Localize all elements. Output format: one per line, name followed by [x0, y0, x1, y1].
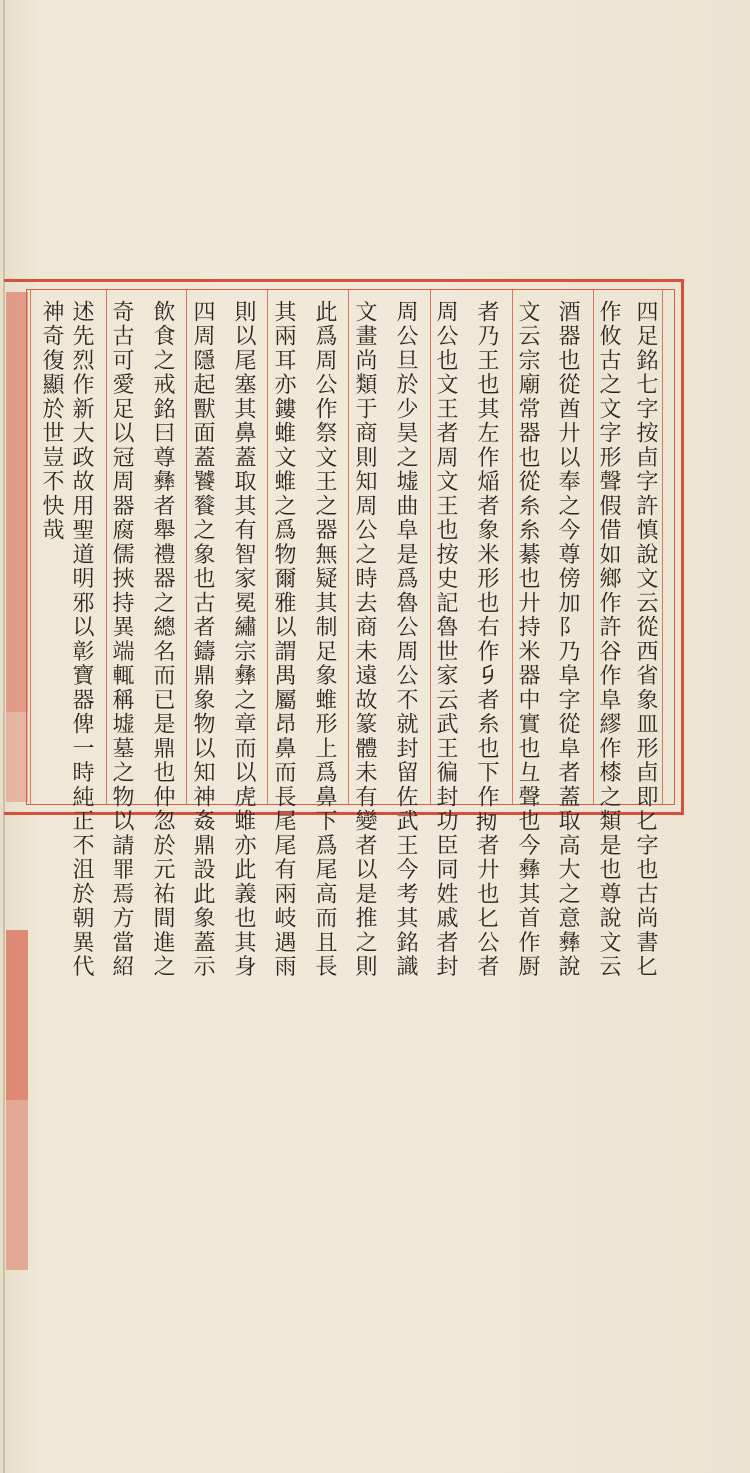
text-column: 文畫尚類于商則知周公之時去商未遠故篆體未有變者以是推之則 [352, 300, 377, 979]
red-ink-bleed [6, 930, 28, 1100]
text-column: 周公也文王者周文王也按史記魯世家云武王徧封功臣同姓戚者封 [433, 300, 458, 979]
text-column: 則以尾塞其鼻蓋取其有智家冕繡宗彝之章而以虎蜼亦此義也其身 [231, 300, 256, 979]
text-column: 四足銘七字按卣字許慎說文云從西省象皿形卣即𠤎字也古尚書𠤎 [633, 300, 658, 979]
text-column: 四周隱起獸面蓋饕餮之象也古者鑄鼎象物以知神姦鼎設此象蓋示 [190, 300, 215, 979]
column-rule [662, 290, 663, 804]
text-column: 其兩耳亦鏤蜼文蜼之爲物爾雅以謂禺屬昂鼻而長尾尾有兩岐遇雨 [271, 300, 296, 979]
column-rule [30, 290, 31, 804]
text-column: 周公旦於少昊之墟曲阜是爲魯公周公不就封留佐武王今考其銘識 [393, 300, 418, 979]
text-column: 飲食之戒銘曰尊彝者舉禮器之總名而已是鼎也仲忽於元祐間進之 [150, 300, 175, 979]
red-ink-bleed [6, 1100, 28, 1270]
text-column: 此爲周公作祭文王之器無疑其制足象蜼形上爲鼻下爲尾高而且長 [312, 300, 337, 979]
text-column: 酒器也從酋廾以奉之今尊傍加阝乃阜字從阜者蓋取高大之意彝說 [555, 300, 580, 979]
text-column: 者乃王也其左作㷔者象米形也右作𠂎者糸也下作𢪃者廾也𠤎公者 [474, 300, 499, 979]
text-column: 神奇復顯於世豈不快哉 [39, 300, 64, 543]
text-column: 文云宗廟常器也從糸糸綦也廾持米器中實也彑聲也今彝其首作㕑 [515, 300, 540, 979]
text-column: 作攸古之文字形聲假借如鄉作許谷作阜繆作㯃之類是也尊說文云 [596, 300, 621, 979]
text-column: 奇古可愛足以冠周器腐儒挾持異端輒稱墟墓之物以請罪焉方當紹 [109, 300, 134, 979]
text-column: 述先烈作新大政故用聖道明邪以彰寶器俾一時純正不沮於朝異代 [69, 300, 94, 979]
